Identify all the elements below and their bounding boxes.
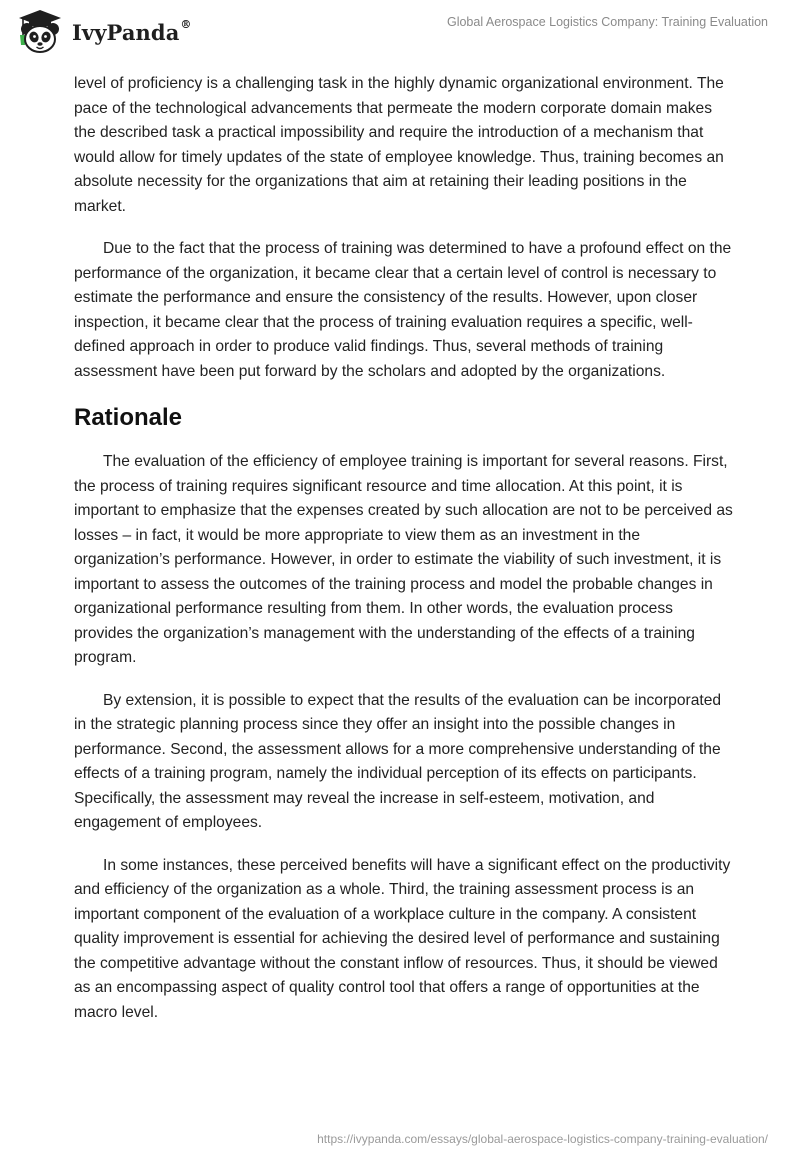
essay-body (74, 72, 734, 1043)
paragraph: level of proficiency is a challenging task in the highly dynamic organizational environment. The pace of the technological advancements that permeate the modern corporate domain makes the described task a practical impossibility and require the introduction of a mechanism that would allow for timely updates of the state of employee knowledge. Thus, training becomes an absolute necessity for the organizations that aim at retaining their leading positions in the market. (74, 75, 724, 215)
panda-graduate-icon (14, 9, 66, 55)
document-title: Global Aerospace Logistics Company: Training Evaluation (446, 15, 768, 29)
page-header (0, 0, 800, 64)
paragraph: In some instances, these perceived benefits will have a significant effect on the productivity and efficiency of the organization as a whole. Third, the training assessment process is an important component of the evaluation of a workplace culture in the company. A consistent quality improvement is essential for achieving the desired level of performance and sustaining the competitive advantage without the constant inflow of resources. Thus, it should be viewed as an encompassing aspect of quality control tool that offers a range of opportunities at the macro level. (74, 856, 731, 1021)
source-url[interactable]: https://ivypanda.com/essays/global-aerospace-logistics-company-training-evaluation/ (317, 1132, 768, 1146)
paragraph: The evaluation of the efficiency of employee training is important for several reasons. First, the process of training requires significant resource and time allocation. At this point, it is important to emphasize that the expenses created by such allocation are not to be perceived as losses – in fact, it would be more appropriate to view them as an investment in the organization’s performance. However, in order to estimate the viability of such investment, it is important to assess the outcomes of the training process and model the probable changes in organizational performance resulting from them. In other words, the evaluation process provides the organization’s management with the understanding of the effects of a training program. (74, 453, 733, 666)
ivypanda-logo[interactable] (14, 9, 192, 55)
section-heading-rationale: Rationale (74, 404, 183, 431)
paragraph: By extension, it is possible to expect that the results of the evaluation can be incorporated in the strategic planning process since they offer an insight into the possible changes in performance. Second, the assessment allows for a more comprehensive understanding of the effects of a training program, namely the individual perception of its effects on participants. Specifically, the assessment may reveal the increase in self-esteem, motivation, and engagement of employees. (74, 691, 722, 831)
logo-wordmark: IvyPanda® (72, 17, 192, 45)
paragraph: Due to the fact that the process of training was determined to have a profound effect on the performance of the organization, it became clear that a certain level of control is necessary to estimate the performance and ensure the consistency of the results. However, upon closer inspection, it became clear that the process of training evaluation requires a specific, well-defined approach in order to produce valid findings. Thus, several methods of training assessment have been put forward by the scholars and adopted by the organizations. (74, 240, 732, 380)
